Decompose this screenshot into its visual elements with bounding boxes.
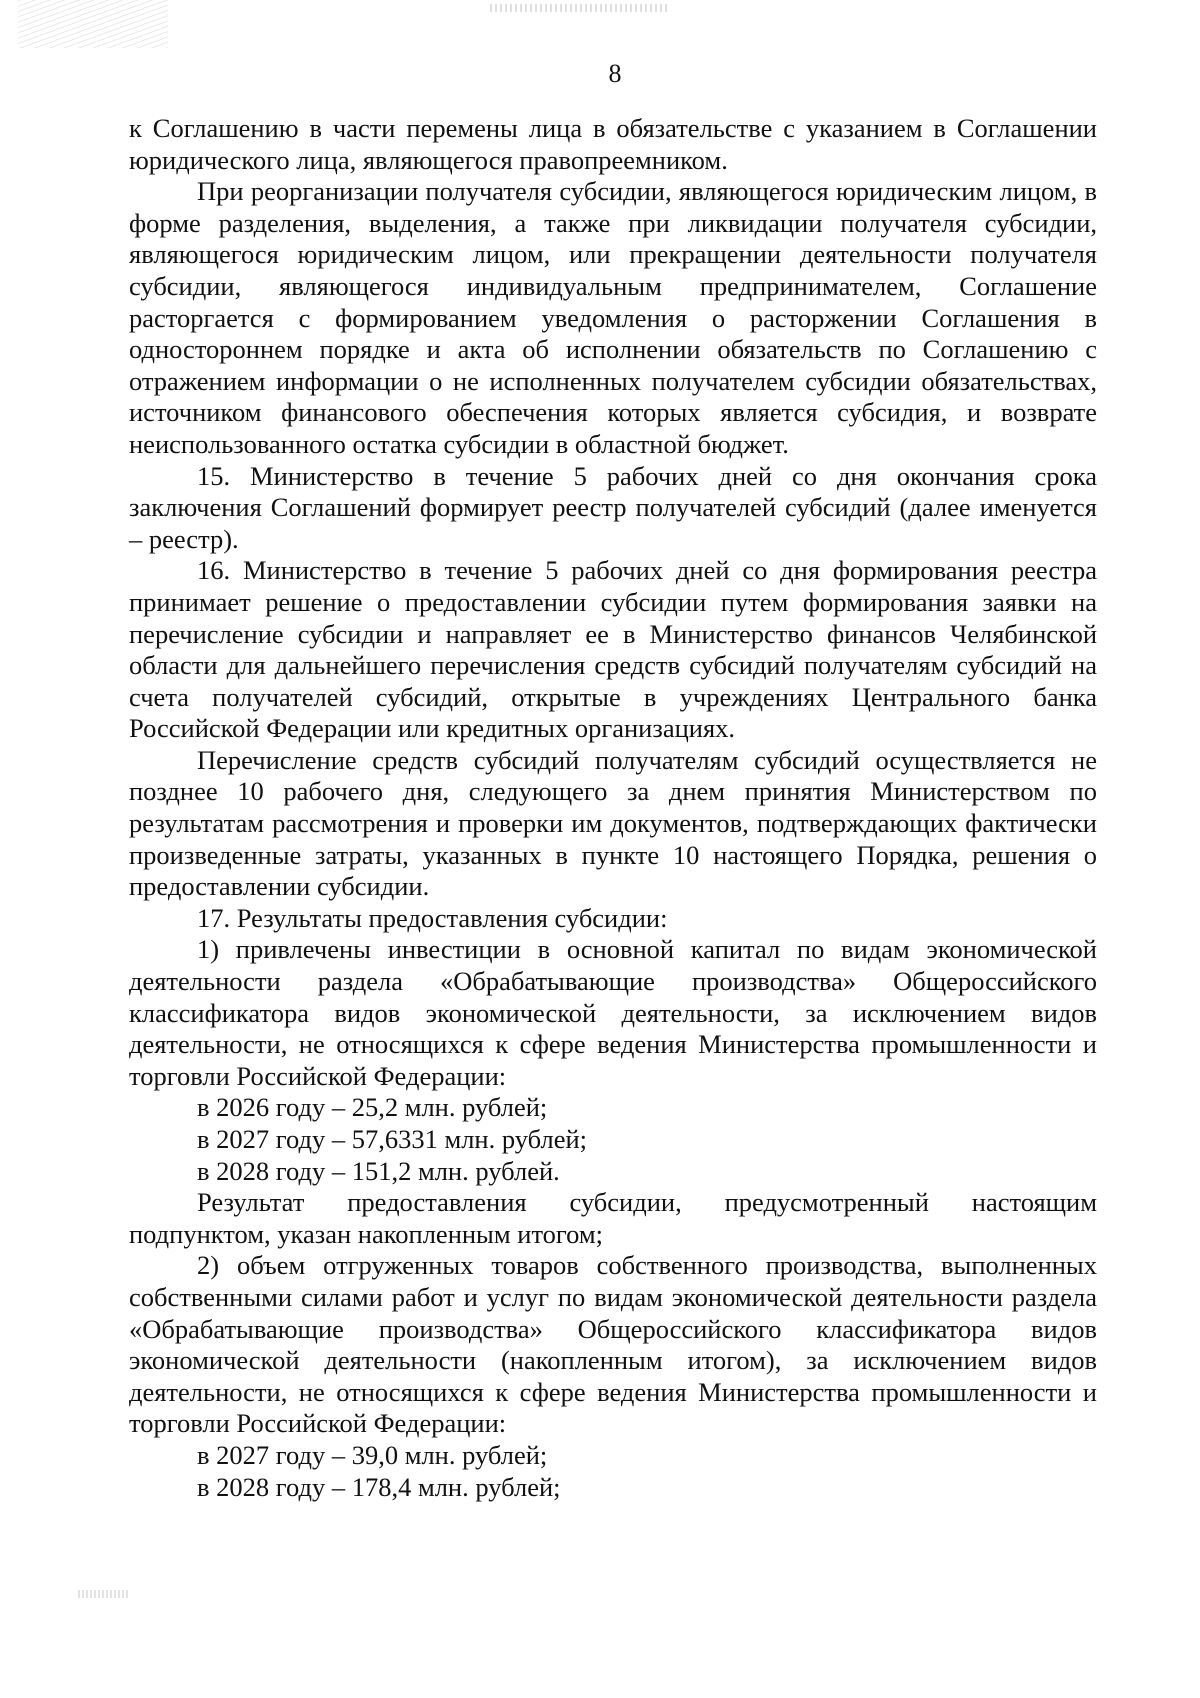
paragraph-item-17: 17. Результаты предоставления субсидии:	[197, 902, 668, 933]
result-1-year-2026: в 2026 году – 25,2 млн. рублей;	[197, 1092, 548, 1123]
scan-artifact	[78, 1590, 130, 1598]
paragraph-result-2: 2) объем отгруженных товаров собственного производства, выполненных собственными силами работ и услуг по видам экономической деятельности раздела «Обрабатывающие производства» Общероссийского классификатора видов экономической деятельности (накопленным итогом), за исключением видов деятельности, не относящихся к сфере ведения Министерства промышленности и торговли Российской Федерации:	[129, 1250, 1097, 1439]
paragraph-continuation: к Соглашению в части перемены лица в обязательстве с указанием в Соглашении юридического лица, являющегося правопреемником.	[129, 113, 1097, 175]
scan-artifact	[490, 4, 670, 12]
result-2-year-2028: в 2028 году – 178,4 млн. рублей;	[197, 1471, 561, 1502]
paragraph-result-note: Результат предоставления субсидии, предусмотренный настоящим подпунктом, указан накопленным итогом;	[129, 1187, 1097, 1249]
paragraph-result-1: 1) привлечены инвестиции в основной капитал по видам экономической деятельности раздела «Обрабатывающие производства» Общероссийского классификатора видов экономической деятельности, за исключением видов деятельности, не относящихся к сфере ведения Министерства промышленности и торговли Российской Федерации:	[129, 934, 1097, 1091]
scan-artifact	[18, 0, 168, 48]
result-1-year-2027: в 2027 году – 57,6331 млн. рублей;	[197, 1124, 588, 1154]
result-1-year-2028: в 2028 году – 151,2 млн. рублей.	[197, 1155, 560, 1186]
paragraph-item-15: 15. Министерство в течение 5 рабочих дней со дня окончания срока заключения Соглашений формирует реестр получателей субсидий (далее именуется – реестр).	[129, 460, 1097, 554]
page-number: 8	[608, 59, 622, 88]
paragraph-transfer: Перечисление средств субсидий получателям субсидий осуществляется не позднее 10 рабочего дня, следующего за днем принятия Министерством по результатам рассмотрения и проверки им документов, подтверждающих фактически произведенные затраты, указанных в пункте 10 настоящего Порядка, решения о предоставлении субсидии.	[129, 744, 1097, 902]
result-2-year-2027: в 2027 году – 39,0 млн. рублей;	[197, 1439, 548, 1470]
document-body	[129, 113, 1097, 1503]
paragraph-item-16: 16. Министерство в течение 5 рабочих дней со дня формирования реестра принимает решение о предоставлении субсидии путем формирования заявки на перечисление субсидии и направляет ее в Министерство финансов Челябинской области для дальнейшего перечисления средств субсидий получателям субсидий на счета получателей субсидий, открытые в учреждениях Центрального банка Российской Федерации или кредитных организациях.	[129, 555, 1097, 744]
paragraph-reorganization: При реорганизации получателя субсидии, являющегося юридическим лицом, в форме разделения, выделения, а также при ликвидации получателя субсидии, являющегося юридическим лицом, или прекращении деятельности получателя субсидии, являющегося индивидуальным предпринимателем, Соглашение расторгается с формированием уведомления о расторжении Соглашения в одностороннем порядке и акта об исполнении обязательств по Соглашению с отражением информации о не исполненных получателем субсидии обязательствах, источником финансового обеспечения которых является субсидия, и возврате неиспользованного остатка субсидии в областной бюджет.	[129, 176, 1097, 459]
